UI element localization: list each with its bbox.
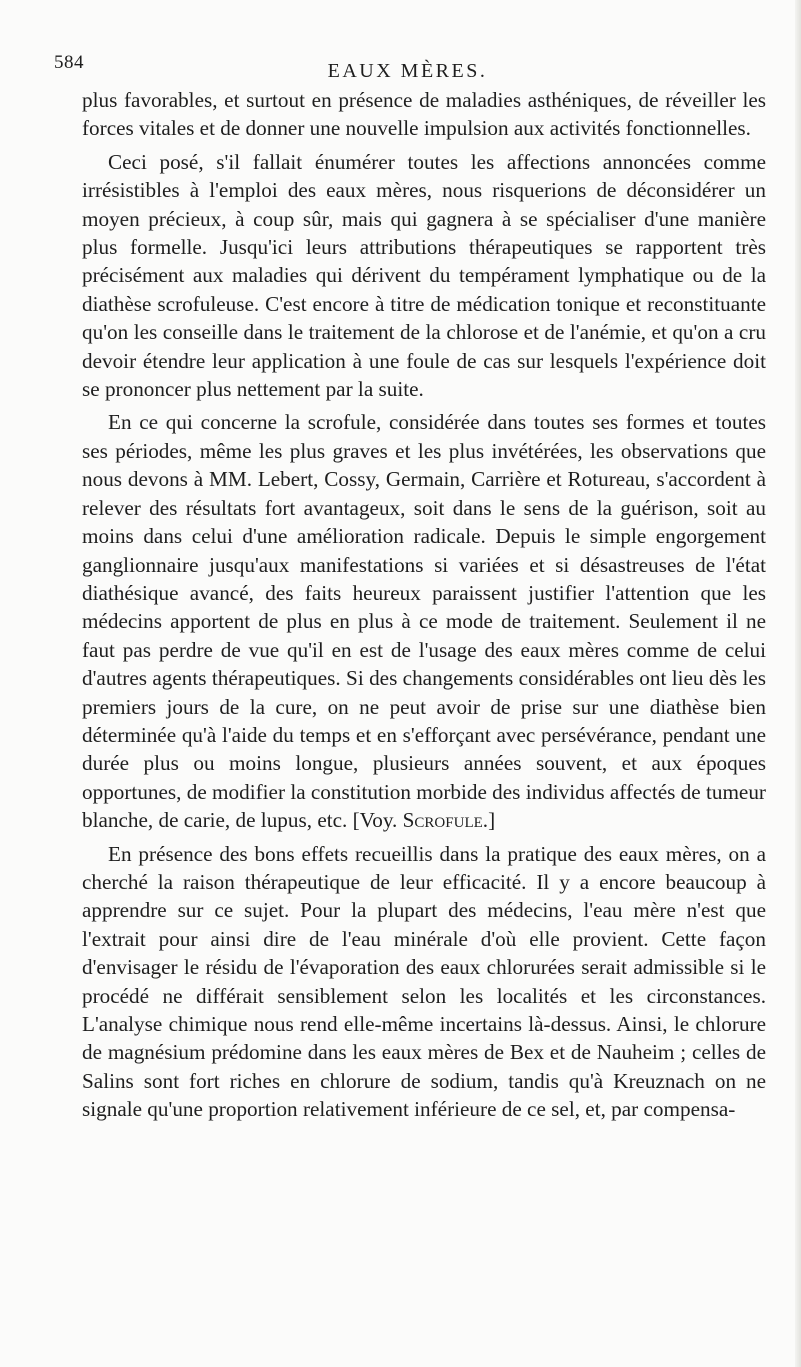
running-title: EAUX MÈRES. <box>327 60 488 82</box>
paragraph-continuation <box>82 86 766 143</box>
body-text <box>82 86 766 1124</box>
paragraph-text: En présence des bons effets recueillis dans la pratique des eaux mères, on a cherché la raison thérapeutique de leur efficacité. Il y a encore beaucoup à apprendre sur ce sujet. Pour la plupart des médecins, l'eau mère n'est que l'extrait pour ainsi dire de l'eau minérale d'où elle provient. Cette façon d'envisager le résidu de l'évaporation des eaux chlorurées serait admissible si le procédé ne différait sensiblement selon les localités et les circonstances. L'analyse chimique nous rend elle-même incertains là-dessus. Ainsi, le chlorure de magnésium prédomine dans les eaux mères de Bex et de Nauheim ; celles de Salins sont fort riches en chlorure de sodium, tandis qu'à Kreuznach on ne signale qu'une proportion relativement inférieure de ce sel, et, par compensa- <box>82 841 766 1122</box>
page-number: 584 <box>54 52 84 73</box>
page-header <box>54 52 761 80</box>
cross-reference-suffix: .] <box>482 808 496 833</box>
paragraph-text: Ceci posé, s'il fallait énumérer toutes les affections annoncées comme irrésistibles à l'emploi des eaux mères, nous risquerions de déconsidérer un moyen précieux, à coup sûr, mais qui gagnera à se spécialiser d'une manière plus formelle. Jusqu'ici leurs attributions thérapeutiques se rapportent très précisément aux maladies qui dérivent du tempérament lymphatique ou de la diathèse scrofuleuse. C'est encore à titre de médication tonique et reconstituante qu'on les conseille dans le traitement de la chlorose et de l'anémie, et qu'on a cru devoir étendre leur application à une foule de cas sur lesquels l'expérience doit se prononcer plus nettement par la suite. <box>82 149 766 402</box>
cross-reference-prefix: [Voy. <box>352 808 403 833</box>
paragraph <box>82 148 766 404</box>
cross-reference-term: Scrofule <box>402 808 483 833</box>
paragraph <box>82 840 766 1124</box>
page-edge-shadow <box>795 0 801 1367</box>
paragraph-text: plus favorables, et surtout en présence de maladies asthéniques, de réveiller les forces vitales et de donner une nouvelle impulsion aux activités fonctionnelles. <box>82 88 766 141</box>
paragraph <box>82 408 766 834</box>
paragraph-text: En ce qui concerne la scrofule, considérée dans toutes ses formes et toutes ses périodes, même les plus graves et les plus invétérées, les observations que nous devons à MM. Lebert, Cossy, Germain, Carrière et Rotureau, s'accordent à relever des résultats fort avantageux, soit dans le sens de la guérison, soit au moins dans celui d'une amélioration radicale. Depuis le simple engorgement ganglionnaire jusqu'aux manifestations si variées et si désastreuses de l'état diathésique avancé, des faits heureux paraissent justifier l'attention que les médecins apportent de plus en plus à ce mode de traitement. Seulement il ne faut pas perdre de vue qu'il en est de l'usage des eaux mères comme de celui d'autres agents thérapeutiques. Si des changements considérables ont lieu dès les premiers jours de la cure, on ne peut avoir de prise sur une diathèse bien déterminée qu'à l'aide du temps et en s'efforçant avec persévérance, pendant une durée plus ou moins longue, plusieurs années souvent, et aux époques opportunes, de modifier la constitution morbide des individus affectés de tumeur blanche, de carie, de lupus, etc. <box>82 410 766 833</box>
cross-reference <box>353 808 496 832</box>
